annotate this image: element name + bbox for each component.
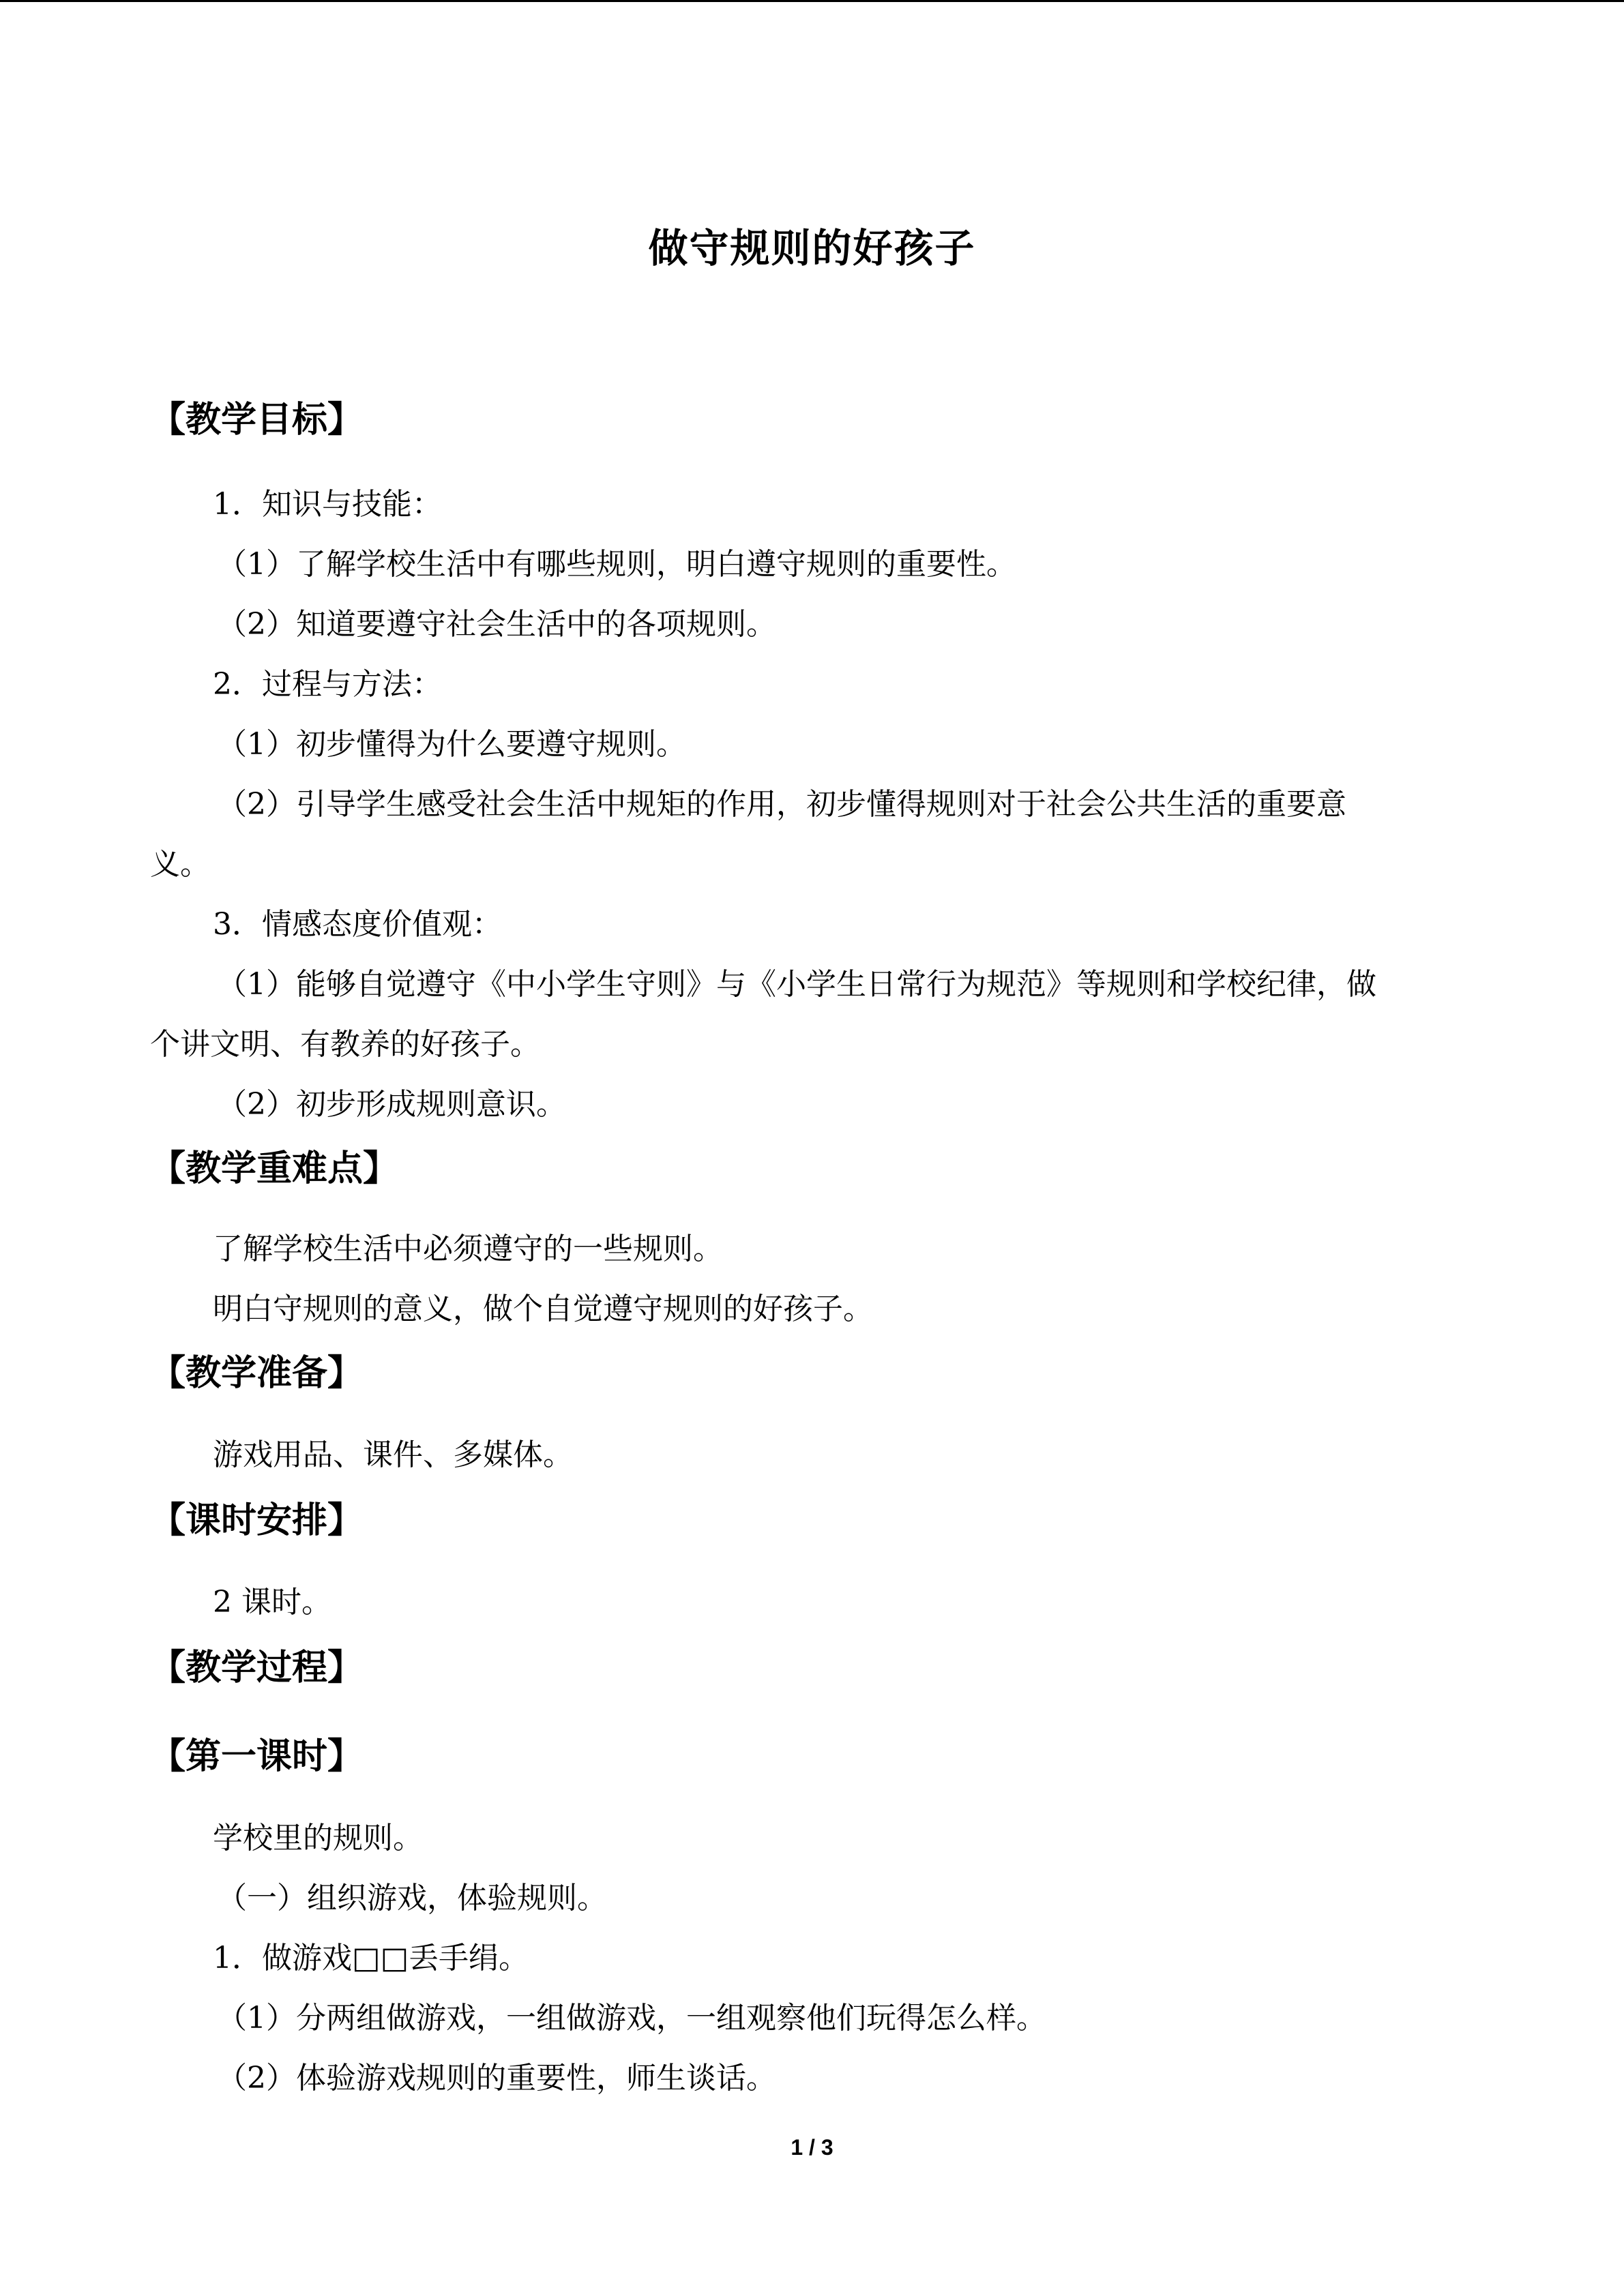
heading-teaching-preparation: 【教学准备】 [150, 1353, 364, 1394]
paragraph: 个讲文明、有教养的好孩子。 [150, 1027, 540, 1062]
paragraph: （1）了解学校生活中有哪些规则，明白遵守规则的重要性。 [217, 547, 1016, 582]
heading-key-difficulties: 【教学重难点】 [150, 1148, 399, 1189]
heading-class-schedule: 【课时安排】 [150, 1500, 364, 1541]
heading-teaching-process: 【教学过程】 [150, 1648, 364, 1688]
paragraph: （一）组织游戏，体验规则。 [217, 1881, 607, 1915]
heading-first-lesson: 【第一课时】 [150, 1736, 364, 1777]
paragraph: （1）能够自觉遵守《中小学生守则》与《小学生日常行为规范》等规则和学校纪律，做 [217, 967, 1376, 1002]
paragraph: 3．情感态度价值观： [213, 907, 502, 942]
paragraph: （1）分两组做游戏，一组做游戏，一组观察他们玩得怎么样。 [217, 2001, 1046, 2036]
paragraph: 学校里的规则。 [213, 1821, 423, 1855]
paragraph: （2）引导学生感受社会生活中规矩的作用，初步懂得规则对于社会公共生活的重要意 [217, 787, 1346, 822]
paragraph: （1）初步懂得为什么要遵守规则。 [217, 727, 686, 762]
paragraph: 2．过程与方法： [213, 667, 442, 702]
paragraph: 1．做游戏□□丢手绢。 [213, 1941, 529, 1976]
page-number: 1 / 3 [791, 2135, 833, 2160]
paragraph: 1．知识与技能： [213, 487, 442, 522]
paragraph: 了解学校生活中必须遵守的一些规则。 [213, 1232, 723, 1266]
document-title: 做守规则的好孩子 [648, 225, 976, 271]
paragraph: （2）初步形成规则意识。 [217, 1087, 566, 1122]
paragraph: （2）知道要遵守社会生活中的各项规则。 [217, 607, 776, 642]
paragraph: 游戏用品、课件、多媒体。 [213, 1437, 573, 1472]
paragraph: 明白守规则的意义，做个自觉遵守规则的好孩子。 [213, 1292, 873, 1326]
paragraph: （2）体验游戏规则的重要性，师生谈话。 [217, 2061, 776, 2096]
paragraph: 2 课时。 [213, 1585, 331, 1620]
paragraph: 义。 [150, 847, 210, 882]
heading-teaching-goals: 【教学目标】 [150, 400, 364, 441]
